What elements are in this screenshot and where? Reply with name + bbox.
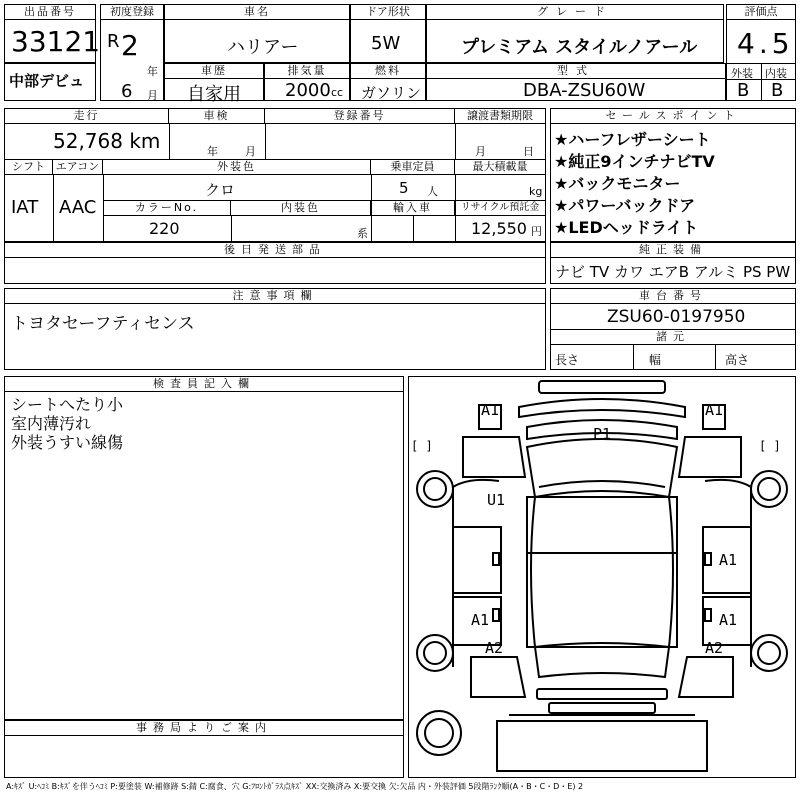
first-reg-year-unit: 年 — [147, 65, 158, 78]
displacement-unit: cc — [331, 86, 344, 99]
mileage-value: 52,768 km — [53, 129, 161, 153]
displacement-value: 2000 — [285, 80, 331, 101]
shift-value: IAT — [11, 197, 39, 218]
later-parts-label: 後日発送部品 — [5, 243, 545, 258]
bracket-right: [ ] — [759, 439, 781, 453]
lot-number: 33121 — [11, 25, 101, 58]
equipment-box — [550, 242, 796, 284]
mark-left-rear-fender: A2 — [485, 639, 504, 657]
transfer-month-unit: 月 — [475, 145, 486, 158]
capacity-unit: 人 — [427, 185, 438, 198]
mark-hood-side: U1 — [487, 491, 506, 509]
dims-label: 諸元 — [551, 330, 795, 345]
first-reg-era: R — [107, 31, 120, 52]
first-reg-month-unit: 月 — [147, 89, 158, 102]
recycle-unit: 円 — [531, 225, 542, 238]
shift-label: シフト — [5, 160, 53, 175]
sales-item: ★ハーフレザーシート — [554, 130, 711, 149]
chassis-box — [550, 288, 796, 370]
first-reg-year: 2 — [121, 29, 139, 62]
capacity-value: 5 — [399, 179, 409, 197]
later-parts-box — [4, 242, 546, 284]
venue-box — [4, 63, 96, 101]
recycle-value: 12,550 — [471, 219, 527, 238]
bracket-left: [ ] — [411, 439, 433, 453]
carname-box — [164, 4, 350, 63]
carname-label: 車名 — [165, 5, 349, 20]
score-ext-label: 外装 — [731, 67, 753, 80]
inspection-label: 車検 — [169, 109, 265, 124]
fuel-label: 燃料 — [351, 64, 425, 79]
intcolor-label: 内装色 — [231, 201, 371, 216]
mark-right-rear-door: A1 — [719, 611, 738, 629]
history-box — [164, 63, 264, 105]
inspector-box — [4, 376, 404, 720]
first-reg-label: 初度登録 — [101, 5, 163, 20]
inspection-month-unit: 月 — [245, 145, 256, 158]
grade-box — [426, 4, 724, 63]
sales-item: ★パワーバックドア — [554, 196, 696, 215]
sales-item: ★バックモニター — [554, 174, 681, 193]
chassis-label: 車台番号 — [551, 289, 795, 304]
door-label: ドア形状 — [351, 5, 425, 20]
sales-item: ★純正9インチナビTV — [554, 152, 715, 171]
sales-box — [550, 108, 796, 242]
dims-height: 高さ — [725, 353, 750, 367]
colorno-label: カラーNo. — [103, 201, 231, 216]
fuel-value: ガソリン — [361, 84, 422, 102]
transfer-day-unit: 日 — [523, 145, 534, 158]
score-ext: B — [737, 80, 750, 101]
colorno-value: 220 — [149, 219, 180, 238]
venue-name: 中部デビュ — [9, 72, 85, 90]
maxload-unit: kg — [529, 185, 543, 198]
first-reg-month: 6 — [121, 81, 133, 102]
inspector-line: 室内薄汚れ — [11, 414, 92, 433]
mileage-label: 走行 — [5, 109, 169, 124]
sales-item: ★LEDヘッドライト — [554, 218, 699, 237]
intcolor-unit: 系 — [357, 227, 368, 240]
displacement-box — [264, 63, 350, 101]
legend: A:ｷｽﾞ U:ﾍｺﾐ B:ｷｽﾞを伴うﾍｺﾐ P:要塗装 W:補修跡 S:錆 C:腐食、穴 G:ﾌﾛﾝﾄｶﾞﾗｽ点ｷｽﾞ XX:交換済み X:要交換 欠:欠品 内・外装評価 5段階ﾗﾝｸ順(A・B・C・D・E) 2 — [6, 782, 584, 791]
ac-label: エアコン — [53, 160, 103, 175]
score-value: 4.5 — [737, 27, 794, 60]
model-value: DBA-ZSU60W — [523, 80, 646, 101]
history-label: 車歴 — [165, 64, 263, 79]
score-label: 評価点 — [727, 5, 795, 20]
extcolor-value: クロ — [205, 181, 236, 199]
caution-label: 注意事項欄 — [5, 289, 545, 304]
detail-box — [4, 108, 546, 242]
caution-box — [4, 288, 546, 370]
lot-box — [4, 4, 101, 63]
car-diagram — [408, 376, 796, 778]
recycle-label: リサイクル預託金 — [455, 201, 545, 216]
displacement-label: 排気量 — [265, 64, 349, 79]
dims-width: 幅 — [649, 353, 662, 367]
capacity-label: 乗車定員 — [371, 160, 455, 175]
equipment-value: ナビ TV カワ エアB アルミ PS PW — [555, 263, 791, 281]
office-label: 事務局よりご案内 — [5, 721, 403, 736]
fuel-box — [350, 63, 426, 101]
import-label: 輸入車 — [371, 201, 455, 216]
door-value: 5W — [371, 33, 401, 54]
ac-value: AAC — [59, 197, 97, 218]
mark-left-rear-door: A1 — [471, 611, 490, 629]
lot-label: 出品番号 — [5, 5, 95, 20]
inspection-year-unit: 年 — [207, 145, 218, 158]
score-int: B — [771, 80, 784, 101]
office-box — [4, 720, 404, 778]
mark-right-rear-fender: A2 — [705, 639, 724, 657]
grade-label: グレード — [427, 5, 723, 20]
equipment-label: 純正装備 — [551, 243, 795, 258]
maxload-label: 最大積載量 — [455, 160, 545, 175]
extcolor-label: 外装色 — [103, 160, 371, 175]
score-int-label: 内装 — [765, 67, 787, 80]
mark-fr-corner: A1 — [705, 401, 724, 419]
caution-value: トヨタセーフティセンス — [11, 314, 195, 334]
mark-fl-corner: A1 — [481, 401, 500, 419]
inspector-line: 外装うすい線傷 — [11, 433, 124, 452]
mark-roof: P1 — [593, 425, 612, 443]
inspector-line: シートへたり小 — [11, 395, 124, 414]
sales-label: セールスポイント — [551, 109, 795, 124]
mark-right-front-door: A1 — [719, 551, 738, 569]
transfer-label: 譲渡書類期限 — [455, 109, 545, 124]
grade-value: プレミアム スタイルノアール — [461, 37, 698, 58]
door-box — [350, 4, 426, 63]
history-value: 自家用 — [187, 84, 241, 105]
model-label: 型式 — [427, 64, 725, 79]
regno-label: 登録番号 — [265, 109, 455, 124]
first-reg-box — [100, 4, 164, 101]
dims-length: 長さ — [555, 353, 580, 367]
chassis-value: ZSU60-0197950 — [607, 307, 746, 327]
model-box — [426, 63, 726, 101]
carname-value: ハリアー — [227, 37, 299, 58]
inspector-label: 検査員記入欄 — [5, 377, 403, 392]
score-box — [726, 4, 796, 101]
